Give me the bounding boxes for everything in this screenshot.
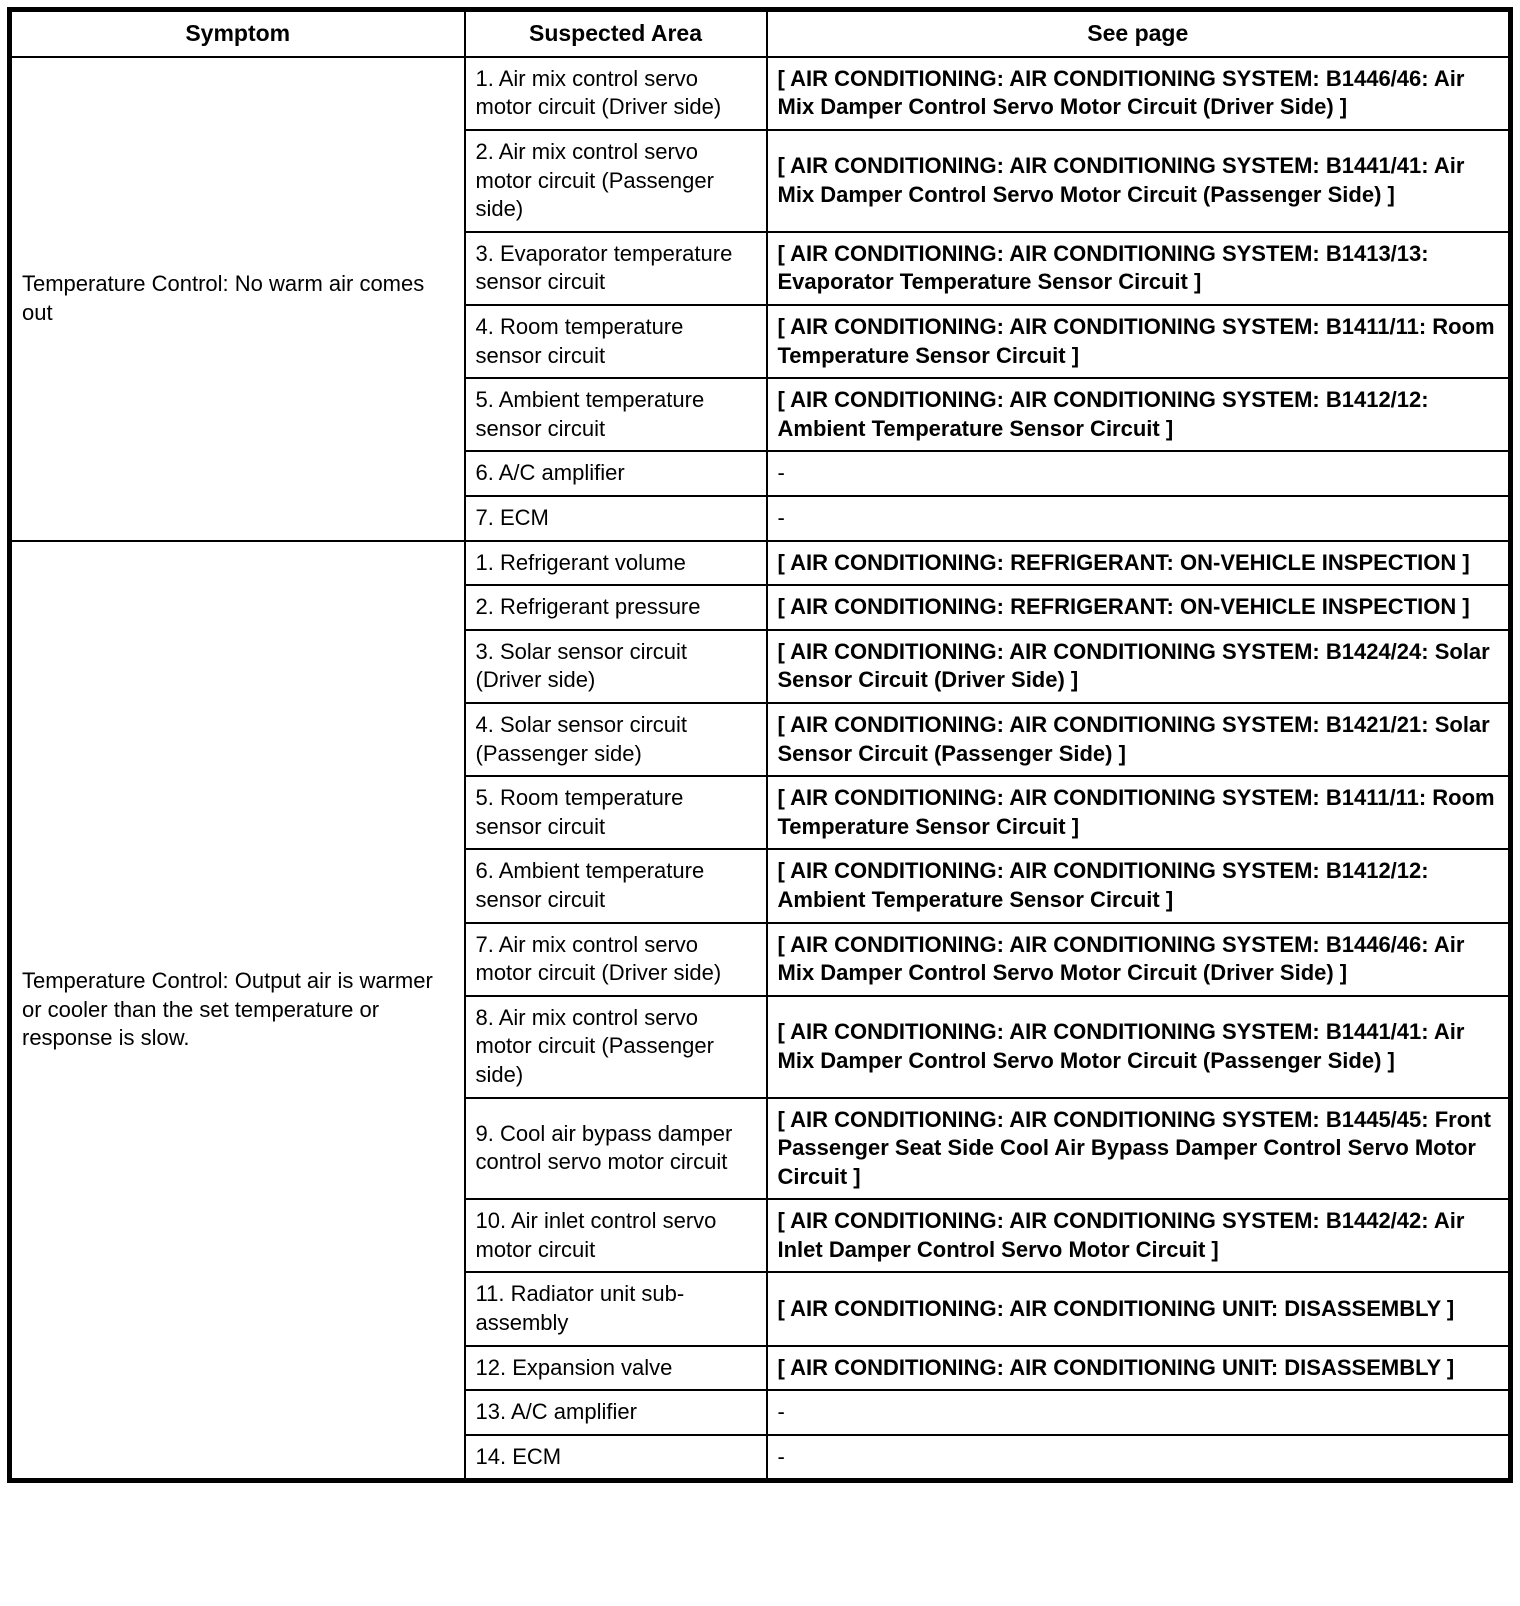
suspected-area-cell: 5. Room temperature sensor circuit [465, 776, 767, 849]
table-row [10, 541, 1511, 586]
see-page-cell: - [767, 1390, 1511, 1435]
see-page-cell: [ AIR CONDITIONING: AIR CONDITIONING SYSTEM: B1413/13: Evaporator Temperature Sensor Circuit ] [767, 232, 1511, 305]
see-page-cell: [ AIR CONDITIONING: AIR CONDITIONING SYSTEM: B1412/12: Ambient Temperature Sensor Circuit ] [767, 378, 1511, 451]
suspected-area-cell: 4. Room temperature sensor circuit [465, 305, 767, 378]
see-page-cell: [ AIR CONDITIONING: AIR CONDITIONING SYSTEM: B1421/21: Solar Sensor Circuit (Passenger Side) ] [767, 703, 1511, 776]
suspected-area-cell: 10. Air inlet control servo motor circuit [465, 1199, 767, 1272]
see-page-cell: [ AIR CONDITIONING: AIR CONDITIONING UNIT: DISASSEMBLY ] [767, 1272, 1511, 1345]
suspected-area-cell: 1. Refrigerant volume [465, 541, 767, 586]
see-page-cell: [ AIR CONDITIONING: AIR CONDITIONING SYSTEM: B1446/46: Air Mix Damper Control Servo Motor Circuit (Driver Side) ] [767, 923, 1511, 996]
see-page-cell: - [767, 1435, 1511, 1481]
see-page-cell: [ AIR CONDITIONING: AIR CONDITIONING SYSTEM: B1441/41: Air Mix Damper Control Servo Motor Circuit (Passenger Side) ] [767, 996, 1511, 1098]
see-page-cell: [ AIR CONDITIONING: AIR CONDITIONING UNIT: DISASSEMBLY ] [767, 1346, 1511, 1391]
suspected-area-cell: 6. A/C amplifier [465, 451, 767, 496]
suspected-area-cell: 14. ECM [465, 1435, 767, 1481]
suspected-area-cell: 3. Evaporator temperature sensor circuit [465, 232, 767, 305]
suspected-area-cell: 3. Solar sensor circuit (Driver side) [465, 630, 767, 703]
header-row [10, 10, 1511, 57]
suspected-area-cell: 13. A/C amplifier [465, 1390, 767, 1435]
header-symptom: Symptom [10, 10, 465, 57]
see-page-cell: - [767, 451, 1511, 496]
see-page-cell: [ AIR CONDITIONING: AIR CONDITIONING SYSTEM: B1441/41: Air Mix Damper Control Servo Motor Circuit (Passenger Side) ] [767, 130, 1511, 232]
see-page-cell: [ AIR CONDITIONING: AIR CONDITIONING SYSTEM: B1446/46: Air Mix Damper Control Servo Motor Circuit (Driver Side) ] [767, 57, 1511, 130]
symptom-diagnosis-table [7, 7, 1513, 1483]
suspected-area-cell: 12. Expansion valve [465, 1346, 767, 1391]
table-row [10, 57, 1511, 130]
suspected-area-cell: 9. Cool air bypass damper control servo motor circuit [465, 1098, 767, 1200]
suspected-area-cell: 5. Ambient temperature sensor circuit [465, 378, 767, 451]
see-page-cell: [ AIR CONDITIONING: AIR CONDITIONING SYSTEM: B1442/42: Air Inlet Damper Control Servo Motor Circuit ] [767, 1199, 1511, 1272]
see-page-cell: [ AIR CONDITIONING: AIR CONDITIONING SYSTEM: B1412/12: Ambient Temperature Sensor Circuit ] [767, 849, 1511, 922]
suspected-area-cell: 2. Refrigerant pressure [465, 585, 767, 630]
see-page-cell: [ AIR CONDITIONING: AIR CONDITIONING SYSTEM: B1445/45: Front Passenger Seat Side Cool Air Bypass Damper Control Servo Motor Circuit ] [767, 1098, 1511, 1200]
header-suspected-area: Suspected Area [465, 10, 767, 57]
suspected-area-cell: 4. Solar sensor circuit (Passenger side) [465, 703, 767, 776]
symptom-cell: Temperature Control: Output air is warmer or cooler than the set temperature or response is slow. [10, 541, 465, 1481]
suspected-area-cell: 6. Ambient temperature sensor circuit [465, 849, 767, 922]
see-page-cell: [ AIR CONDITIONING: REFRIGERANT: ON-VEHICLE INSPECTION ] [767, 585, 1511, 630]
suspected-area-cell: 7. Air mix control servo motor circuit (Driver side) [465, 923, 767, 996]
suspected-area-cell: 11. Radiator unit sub-assembly [465, 1272, 767, 1345]
see-page-cell: [ AIR CONDITIONING: AIR CONDITIONING SYSTEM: B1424/24: Solar Sensor Circuit (Driver Side) ] [767, 630, 1511, 703]
suspected-area-cell: 7. ECM [465, 496, 767, 541]
see-page-cell: [ AIR CONDITIONING: AIR CONDITIONING SYSTEM: B1411/11: Room Temperature Sensor Circuit ] [767, 305, 1511, 378]
suspected-area-cell: 8. Air mix control servo motor circuit (Passenger side) [465, 996, 767, 1098]
see-page-cell: - [767, 496, 1511, 541]
suspected-area-cell: 2. Air mix control servo motor circuit (Passenger side) [465, 130, 767, 232]
see-page-cell: [ AIR CONDITIONING: REFRIGERANT: ON-VEHICLE INSPECTION ] [767, 541, 1511, 586]
suspected-area-cell: 1. Air mix control servo motor circuit (Driver side) [465, 57, 767, 130]
symptom-cell: Temperature Control: No warm air comes out [10, 57, 465, 541]
table-body [10, 57, 1511, 1481]
header-see-page: See page [767, 10, 1511, 57]
see-page-cell: [ AIR CONDITIONING: AIR CONDITIONING SYSTEM: B1411/11: Room Temperature Sensor Circuit ] [767, 776, 1511, 849]
